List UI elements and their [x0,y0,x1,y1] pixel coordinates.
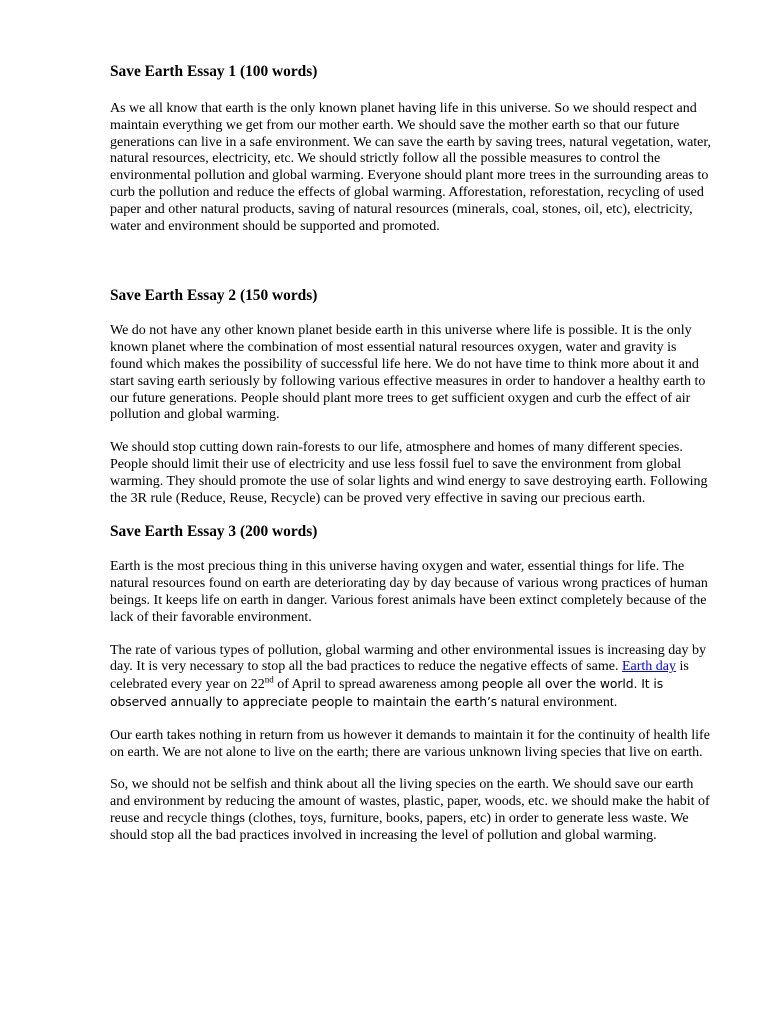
essay-3-p2-ending: natural environment. [497,694,618,710]
essay-3-paragraph-3: Our earth takes nothing in return from us however it demands to maintain it for the continuity of health life on earth. We are not alone to live on the earth; there are various unknown living species that live on earth. [110,727,710,760]
earth-day-link[interactable]: Earth day [621,659,676,675]
essay-3-paragraph-1: Earth is the most precious thing in this universe having oxygen and water, essential things for life. The natural resources found on earth are deteriorating day by day because of various wrong practices of human beings. It keeps life on earth in danger. Various forest animals have been extinct completely because of the lack of their favorable environment. [110,559,708,625]
essay-3-p2-text-after-sup: of April to spread awareness among [273,677,482,693]
essay-1-heading: Save Earth Essay 1 (100 words) [110,63,318,80]
essay-2-paragraph-1: We do not have any other known planet beside earth in this universe where life is possible. It is the only known planet where the combination of most essential natural resources oxygen, water and gravity is found which makes the possibility of successful life here. We do not have time to think more about it and start saving earth seriously by following various effective measures in order to handover a healthy earth to our future generations. People should plant more trees to get sufficient oxygen and curb the effect of air pollution and global warming. [110,323,706,423]
essay-3-p2-text-before-link: The rate of various types of pollution, global warming and other environmental issues is increasing day by day. It is very necessary to stop all the bad practices to reduce the negative effects of same. [110,642,707,675]
essay-3-paragraph-4: So, we should not be selfish and think about all the living species on the earth. We should save our earth and environment by reducing the amount of wastes, plastic, paper, woods, etc. we should make the habit of reuse and recycle things (clothes, toys, furniture, books, papers, etc) in order to generate less waste. We should stop all the bad practices involved in increasing the level of pollution and global warming. [110,777,710,843]
essay-1-paragraph: As we all know that earth is the only known planet having life in this universe. So we should respect and maintain everything we get from our mother earth. We should save the mother earth so that our future generations can live in a safe environment. We can save the earth by saving trees, natural vegetation, water, natural resources, electricity, etc. We should strictly follow all the possible measures to control the environmental pollution and global warming. Everyone should plant more trees in the surrounding areas to curb the pollution and reduce the effects of global warming. Afforestation, reforestation, recycling of used paper and other natural products, saving of natural resources (minerals, coal, stones, oil, etc), electricity, water and environment should be supported and promoted. [110,101,711,234]
essay-2-heading: Save Earth Essay 2 (150 words) [110,287,318,305]
ordinal-superscript: nd [264,674,274,685]
essay-2-paragraph-2: We should stop cutting down rain-forests to our life, atmosphere and homes of many different species. People should limit their use of electricity and use less fossil fuel to save the environment from global warming. They should promote the use of solar lights and wind energy to save destroying earth. Following the 3R rule (Reduce, Reuse, Recycle) can be proved very effective in saving our precious earth. [110,440,708,506]
essay-3-p2-text-after-link: is celebrated every year on 22 [110,659,689,693]
essay-3-paragraph-2 [110,643,712,712]
essay-3-p2-sans-run: people all over the world. It is observed annually to appreciate people to maintain the earth’s [110,676,664,709]
essay-3-heading: Save Earth Essay 3 (200 words) [110,523,318,541]
document-page [110,63,712,861]
